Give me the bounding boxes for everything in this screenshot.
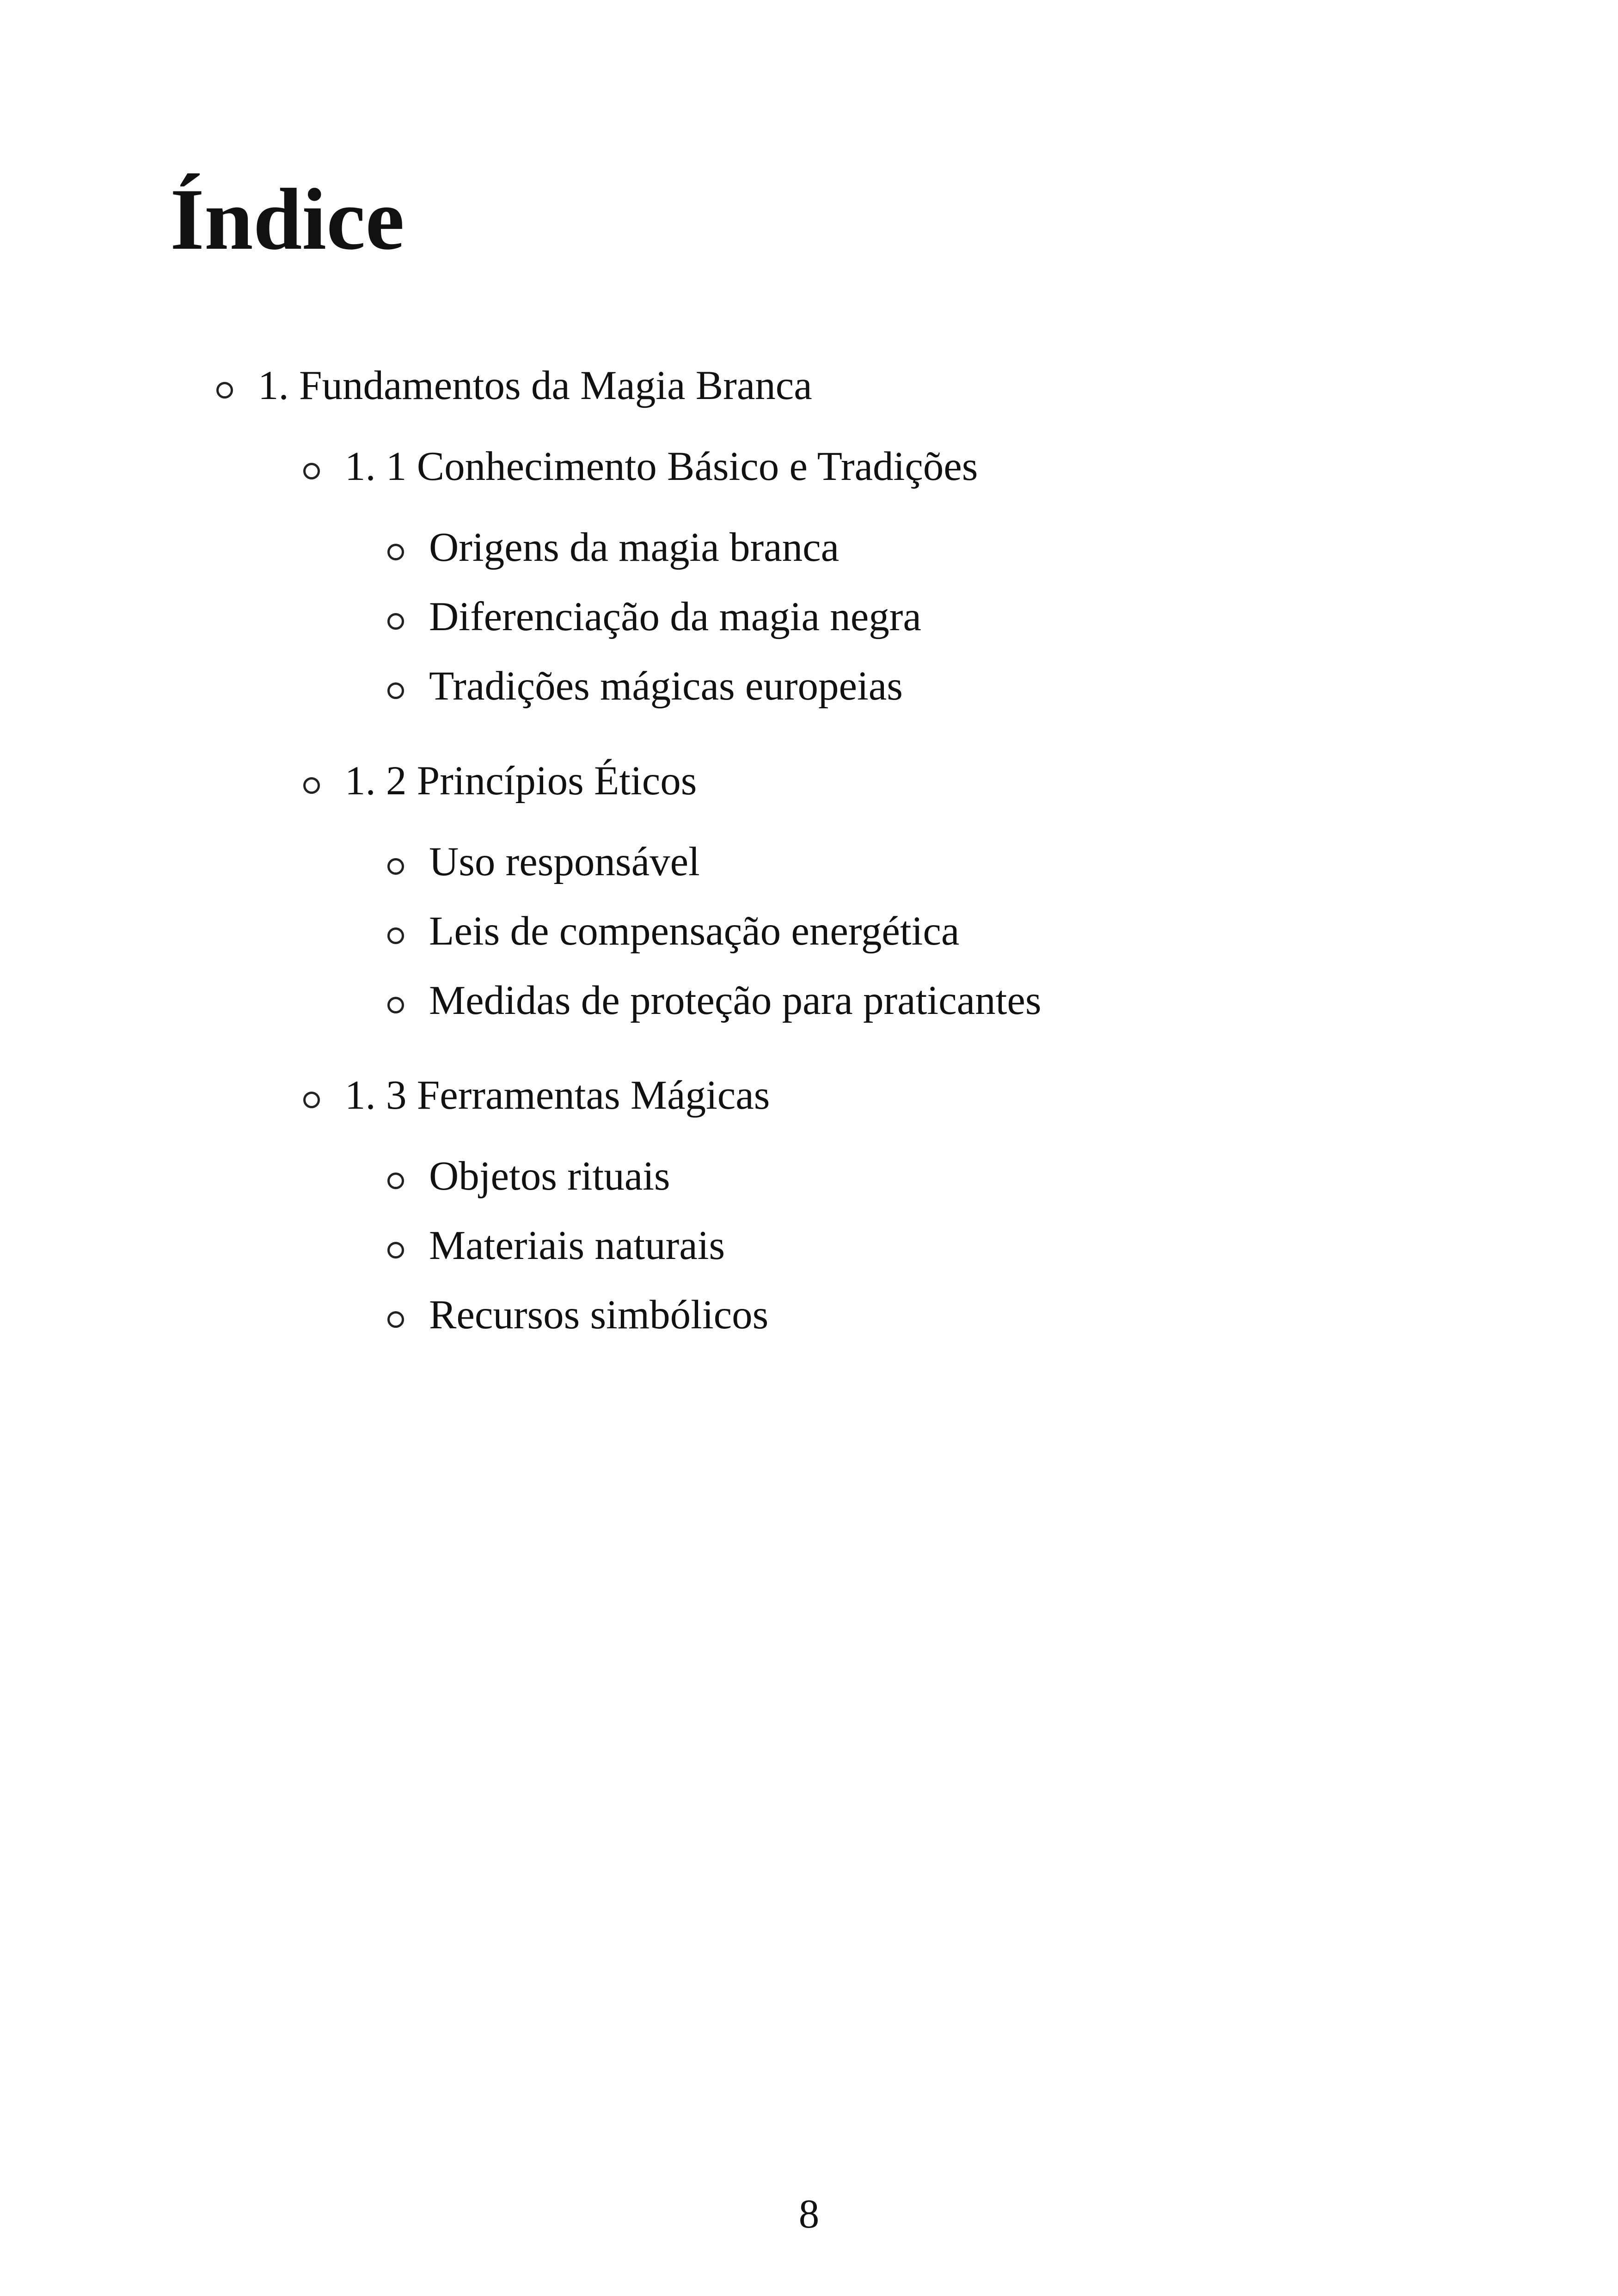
circle-bullet-icon xyxy=(387,1311,404,1328)
toc-item-label: Diferenciação da magia negra xyxy=(429,594,921,639)
toc-section-label: 1. Fundamentos da Magia Branca xyxy=(258,363,812,408)
toc-item-label: Medidas de proteção para praticantes xyxy=(429,978,1042,1023)
circle-bullet-icon xyxy=(387,544,404,560)
toc-item-label: Uso responsável xyxy=(429,839,700,884)
circle-bullet-icon xyxy=(387,858,404,875)
circle-bullet-icon xyxy=(387,1242,404,1259)
circle-bullet-icon xyxy=(303,1092,320,1108)
toc-item-label: Objetos rituais xyxy=(429,1154,670,1199)
toc-subsection-label: 1. 2 Princípios Éticos xyxy=(345,758,697,804)
toc-item-label: Origens da magia branca xyxy=(429,525,840,570)
toc-item-label: Leis de compensação energética xyxy=(429,909,960,954)
circle-bullet-icon xyxy=(303,463,320,479)
circle-bullet-icon xyxy=(387,927,404,944)
circle-bullet-icon xyxy=(387,613,404,630)
toc-item-label: Materiais naturais xyxy=(429,1223,725,1268)
circle-bullet-icon xyxy=(387,1173,404,1189)
circle-bullet-icon xyxy=(387,682,404,699)
page-number: 8 xyxy=(798,2192,820,2237)
toc-item-label: Tradições mágicas europeias xyxy=(429,663,903,709)
toc-item-label: Recursos simbólicos xyxy=(429,1292,769,1338)
toc-subsection-label: 1. 1 Conhecimento Básico e Tradições xyxy=(345,444,978,489)
circle-bullet-icon xyxy=(387,997,404,1013)
circle-bullet-icon xyxy=(216,382,233,399)
circle-bullet-icon xyxy=(303,777,320,794)
page-title: Índice xyxy=(170,171,404,268)
toc-subsection-label: 1. 3 Ferramentas Mágicas xyxy=(345,1073,770,1118)
